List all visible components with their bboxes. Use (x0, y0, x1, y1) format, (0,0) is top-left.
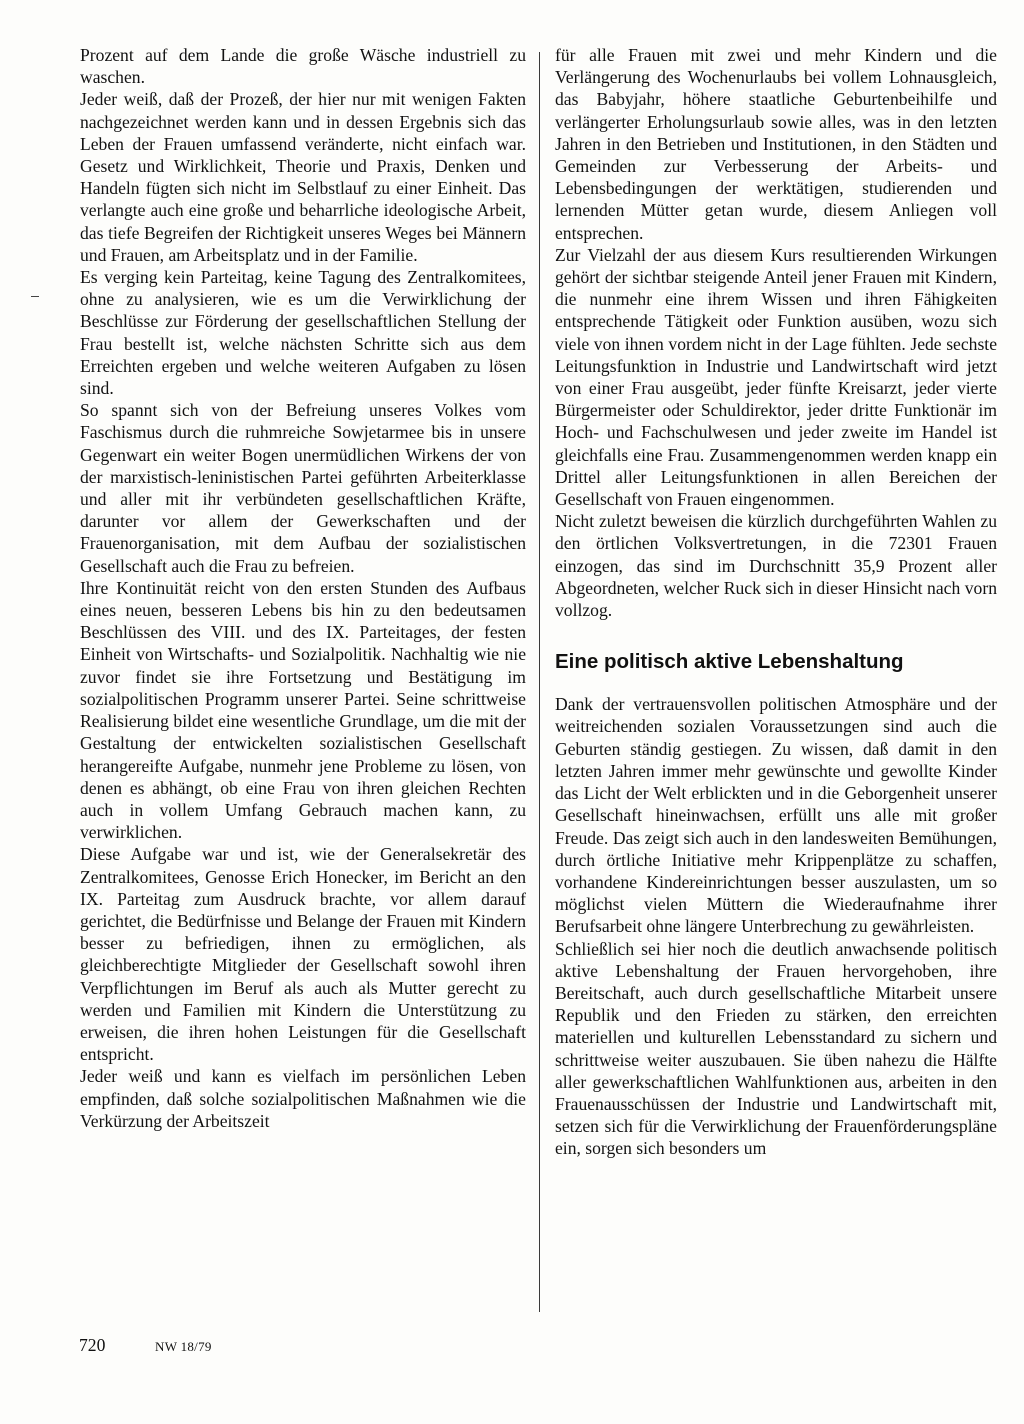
paragraph: Zur Vielzahl der aus diesem Kurs resultierenden Wirkungen gehört der sichtbar steigende Anteil jener Frauen mit Kindern, die nunmehr eine ihrem Wissen und ihren Fähigkeiten entsprechende Tätigkeit oder Funktion ausüben, wozu sich viele von ihnen vordem nicht in der Lage fühlten. Jede sechste Leitungsfunktion in Industrie und Landwirtschaft wird jetzt von einer Frau ausgeübt, jeder fünfte Kreisarzt, jeder vierte Bürgermeister oder Schuldirektor, jeder dritte Funktionär im Hoch- und Fachschulwesen und jeder zweite im Handel ist gleichfalls eine Frau. Zusammengenommen werden knapp ein Drittel aller Leitungsfunktionen in allen Bereichen der Gesellschaft von Frauen eingenommen. (555, 244, 997, 510)
right-column (555, 44, 997, 1160)
paragraph: Jeder weiß und kann es vielfach im persönlichen Leben empfinden, daß solche sozialpolitischen Maßnahmen wie die Verkürzung der Arbeitszeit (80, 1066, 526, 1131)
paragraph: Ihre Kontinuität reicht von den ersten Stunden des Aufbaus eines neuen, besseren Lebens bis hin zu den bedeutsamen Beschlüssen des VIII. und des IX. Parteitages, der festen Einheit von Wirtschafts- und Sozialpolitik. Nachhaltig wie nie zuvor findet sie ihre Fortsetzung und Bestätigung im sozialpolitischen Programm unserer Partei. Seine schrittweise Realisierung bildet eine wesentliche Grundlage, um die mit der Gestaltung der entwickelten sozialistischen Gesellschaft herangereifte Aufgabe, nunmehr jene Probleme zu lösen, von denen es abhängt, ob eine Frau von ihren gleichen Rechten auch in vollem Umfang Gebrauch machen kann, zu verwirklichen. (80, 577, 526, 843)
journal-reference: NW 18/79 (155, 1339, 212, 1354)
paragraph: Diese Aufgabe war und ist, wie der Generalsekretär des Zentralkomitees, Genosse Erich Honecker, im Bericht an den IX. Parteitag zum Ausdruck brachte, vor allem darauf gerichtet, die Bedürfnisse und Belange der Frauen mit Kindern besser zu befriedigen, ihnen zu ermöglichen, als gleichberechtigte Mitglieder der Gesellschaft sowohl ihren Verpflichtungen im Beruf als auch als Mutter gerecht zu werden und Familien mit Kindern die Unterstützung zu erweisen, die ihren hohen Leistungen für die Gesellschaft entspricht. (80, 844, 526, 1065)
paragraph: für alle Frauen mit zwei und mehr Kindern und die Verlängerung des Wochenurlaubs bei vollem Lohnausgleich, das Babyjahr, höhere staatliche Geburtenbeihilfe und verlängerter Erholungsurlaub sowie alles, was in den letzten Jahren in den Betrieben und Institutionen, in den Städten und Gemeinden zur Verbesserung der Arbeits- und Lebensbedingungen der werktätigen, studierenden und lernenden Mütter getan wurde, diesem Anliegen voll entsprechen. (555, 45, 997, 243)
column-divider (539, 52, 540, 1312)
paragraph: Jeder weiß, daß der Prozeß, der hier nur mit wenigen Fakten nachgezeichnet werden kann und in dessen Ergebnis sich das Leben der Frauen umfassend veränderte, nicht einfach war. Gesetz und Wirklichkeit, Theorie und Praxis, Denken und Handeln fügten sich nicht im Selbstlauf zu einer Einheit. Das verlangte auch eine große und beharrliche ideologische Arbeit, das tiefe Begreifen der Richtigkeit unseres Weges bei Männern und Frauen, am Arbeitsplatz und in der Familie. (80, 89, 526, 265)
margin-mark (31, 296, 39, 297)
section-heading: Eine politisch aktive Lebenshaltung (555, 650, 904, 674)
paragraph: Es verging kein Parteitag, keine Tagung des Zentralkomitees, ohne zu analysieren, wie es um die Verwirklichung der Beschlüsse zur Förderung der gesellschaftlichen Stellung der Frau bestellt ist, welche nächsten Schritte sich aus dem Erreichten ergeben und welche weiteren Aufgaben zu lösen sind. (80, 267, 526, 399)
paragraph: Prozent auf dem Lande die große Wäsche industriell zu waschen. (80, 45, 526, 88)
left-column (80, 44, 526, 1132)
paragraph: Dank der vertrauensvollen politischen Atmosphäre und der weitreichenden sozialen Voraussetzungen sind auch die Geburten ständig gestiegen. Zu wissen, daß damit in den letzten Jahren immer mehr gewünschte und gewollte Kinder das Licht der Welt erblickten und in die Geborgenheit unserer Gesellschaft hineinwachsen, erfüllt uns alle mit großer Freude. Das zeigt sich auch in den landesweiten Bemühungen, durch örtliche Initiative mehr Krippenplätze zu schaffen, vorhandene Kindereinrichtungen besser auszulasten, um so möglichst vielen Müttern die Wiederaufnahme ihrer Berufsarbeit ohne längere Unterbrechung zu gewährleisten. (555, 694, 997, 937)
page-number: 720 (79, 1335, 106, 1355)
paragraph: Schließlich sei hier noch die deutlich anwachsende politisch aktive Lebenshaltung der Frauen hervorgehoben, ihre Bereitschaft, auch durch gesellschaftliche Mitarbeit unsere Republik und den Frieden zu stärken, den erreichten materiellen und kulturellen Lebensstandard zu sichern und schrittweise weiter auszubauen. Sie üben nahezu die Hälfte aller gewerkschaftlichen Wahlfunktionen aus, arbeiten in den Frauenausschüssen der Industrie und Landwirtschaft mit, setzen sich für die Verwirklichung der Frauenförderungspläne ein, sorgen sich besonders um (555, 938, 997, 1159)
paragraph: Nicht zuletzt beweisen die kürzlich durchgeführten Wahlen zu den örtlichen Volksvertretungen, in die 72301 Frauen einzogen, das sind im Durchschnitt 35,9 Prozent aller Abgeordneten, welcher Ruck sich in dieser Hinsicht nach vorn vollzog. (555, 511, 997, 621)
paragraph: So spannt sich von der Befreiung unseres Volkes vom Faschismus durch die ruhmreiche Sowjetarmee bis in unsere Gegenwart ein weiter Bogen unermüdlichen Wirkens der von der marxistisch-leninistischen Partei geführten Arbeiterklasse und aller mit ihr verbündeten gesellschaftlichen Kräfte, darunter vor allem der Gewerkschaften und der Frauenorganisation, mit dem Aufbau der sozialistischen Gesellschaft auch die Frau zu befreien. (80, 400, 526, 576)
